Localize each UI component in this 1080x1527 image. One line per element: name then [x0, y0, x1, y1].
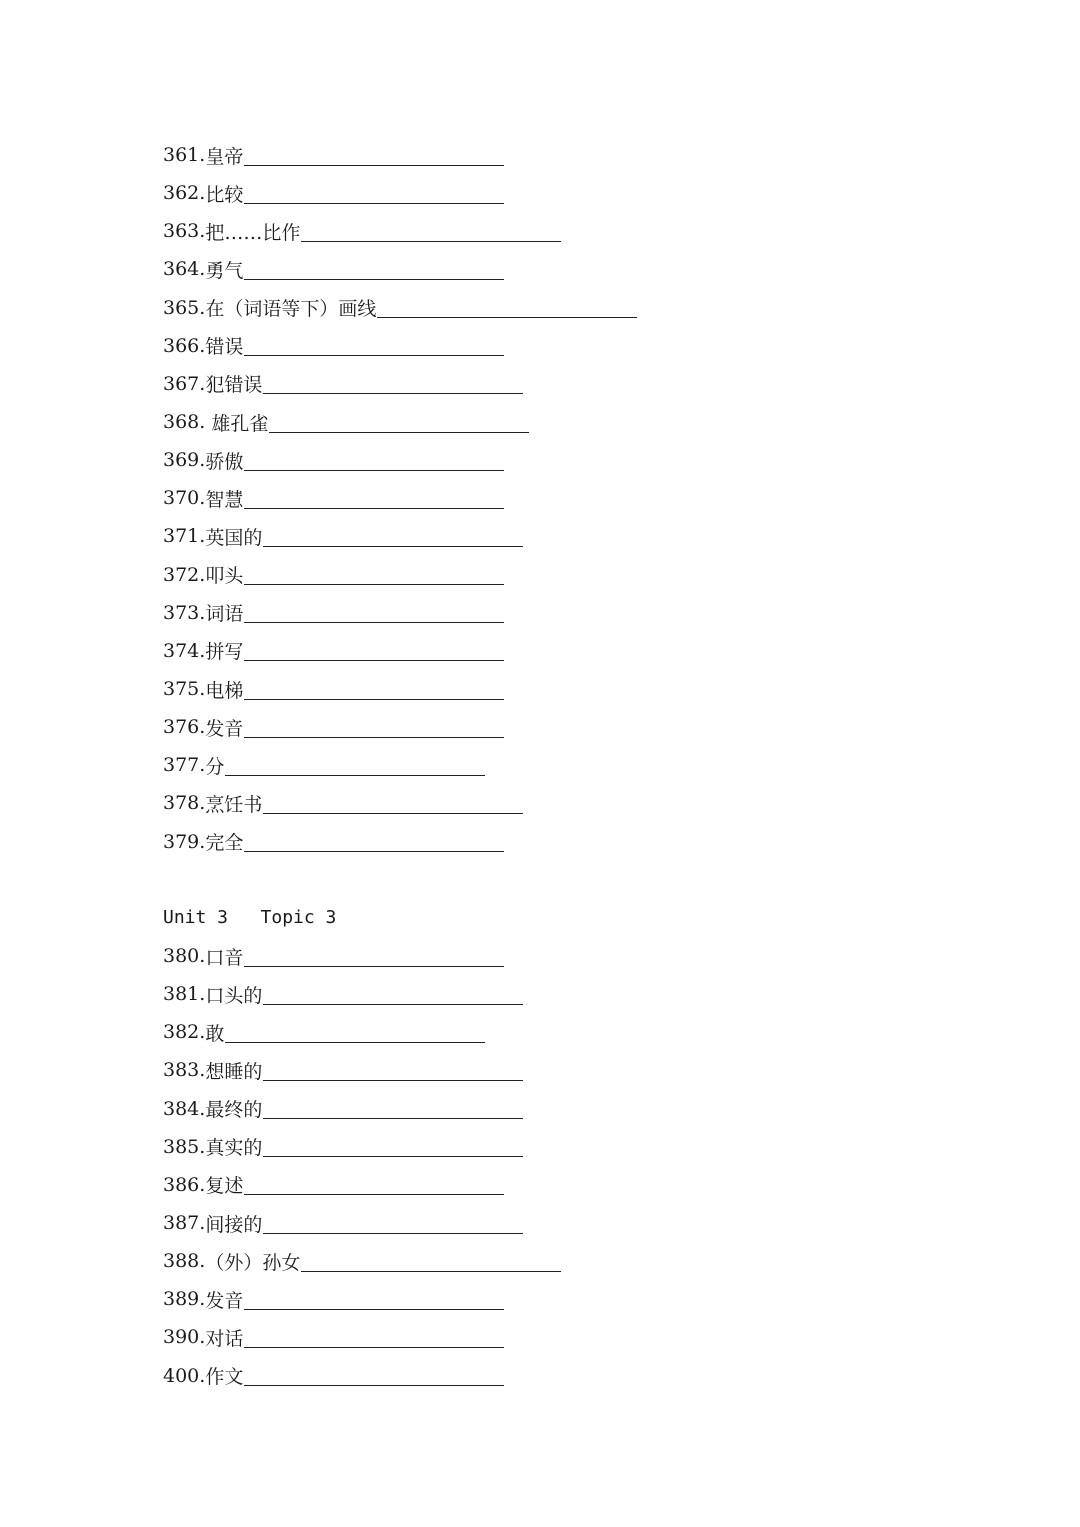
- item-word: 在（词语等下）画线: [205, 298, 377, 321]
- answer-blank[interactable]: [244, 677, 504, 700]
- item-word: （外）孙女: [205, 1251, 301, 1274]
- answer-blank[interactable]: [244, 181, 504, 204]
- list-item: [163, 1051, 637, 1089]
- answer-blank[interactable]: [225, 753, 485, 776]
- item-word: 发音: [205, 1289, 244, 1312]
- item-number: 374.: [163, 639, 206, 662]
- answer-blank[interactable]: [244, 1363, 504, 1386]
- item-word: 把……比作: [205, 221, 301, 244]
- item-number: 388.: [163, 1250, 206, 1273]
- list-item: [163, 594, 637, 632]
- item-word: 间接的: [205, 1213, 263, 1236]
- list-item: [163, 632, 637, 670]
- item-number: 380.: [163, 945, 206, 968]
- item-word: 分: [205, 755, 225, 778]
- list-item: [163, 784, 637, 822]
- list-item: [163, 174, 637, 212]
- item-number: 386.: [163, 1173, 206, 1196]
- item-number: 377.: [163, 754, 206, 777]
- item-word: 英国的: [205, 526, 263, 549]
- answer-blank[interactable]: [244, 1325, 504, 1348]
- item-number: 369.: [163, 449, 206, 472]
- answer-blank[interactable]: [244, 1172, 504, 1195]
- list-item: [163, 1357, 637, 1395]
- item-number: 372.: [163, 563, 206, 586]
- answer-blank[interactable]: [263, 524, 523, 547]
- answer-blank[interactable]: [244, 562, 504, 585]
- item-word: 词语: [205, 603, 244, 626]
- item-word: 烹饪书: [205, 793, 263, 816]
- answer-blank[interactable]: [263, 371, 523, 394]
- item-number: 376.: [163, 716, 206, 739]
- item-number: 389.: [163, 1288, 206, 1311]
- answer-blank[interactable]: [263, 1134, 523, 1157]
- item-number: 370.: [163, 487, 206, 510]
- list-item: [163, 212, 637, 250]
- item-number: 390.: [163, 1326, 206, 1349]
- item-word: 口头的: [205, 984, 263, 1007]
- list-item: [163, 1204, 637, 1242]
- item-word: 骄傲: [205, 450, 244, 473]
- answer-blank[interactable]: [244, 257, 504, 280]
- item-word: 作文: [205, 1366, 244, 1389]
- item-number: 363.: [163, 220, 206, 243]
- item-word: 发音: [205, 717, 244, 740]
- item-word: 电梯: [205, 679, 244, 702]
- answer-blank[interactable]: [263, 982, 523, 1005]
- item-word: 想睡的: [205, 1060, 263, 1083]
- item-number: 365.: [163, 296, 206, 319]
- answer-blank[interactable]: [244, 829, 504, 852]
- list-item: [163, 1242, 637, 1280]
- item-number: 385.: [163, 1135, 206, 1158]
- item-number: 368.: [163, 411, 206, 434]
- item-word: 复述: [205, 1175, 244, 1198]
- list-item: [163, 517, 637, 555]
- list-item: [163, 746, 637, 784]
- answer-blank[interactable]: [377, 295, 637, 318]
- item-number: 387.: [163, 1212, 206, 1234]
- list-item: [163, 327, 637, 365]
- item-number: 375.: [163, 678, 206, 701]
- item-number: 361.: [163, 144, 206, 167]
- answer-blank[interactable]: [225, 1020, 485, 1043]
- item-number: 367.: [163, 372, 206, 395]
- item-word: 错误: [205, 336, 244, 359]
- item-number: 384.: [163, 1097, 206, 1120]
- answer-blank[interactable]: [244, 1287, 504, 1310]
- item-word: 对话: [205, 1327, 244, 1350]
- vocabulary-list: [163, 136, 637, 1395]
- list-item: [163, 250, 637, 288]
- item-word: 最终的: [205, 1099, 263, 1122]
- item-word: 完全: [205, 832, 244, 855]
- item-word: 勇气: [205, 259, 244, 282]
- list-item: [163, 1128, 637, 1166]
- list-item: [163, 289, 637, 327]
- section-gap: [163, 861, 637, 899]
- item-number: 382.: [163, 1021, 206, 1044]
- item-word: 拼写: [205, 641, 244, 664]
- item-word: 雄孔雀: [205, 412, 269, 435]
- item-word: 叩头: [205, 565, 244, 588]
- item-number: 362.: [163, 182, 206, 205]
- list-item: [163, 708, 637, 746]
- list-item: [163, 823, 637, 861]
- list-item: [163, 136, 637, 174]
- answer-blank[interactable]: [269, 410, 529, 433]
- list-item: [163, 937, 637, 975]
- item-number: 400.: [163, 1364, 206, 1387]
- list-item: [163, 479, 637, 517]
- item-word: 口音: [205, 946, 244, 969]
- answer-blank[interactable]: [301, 219, 561, 242]
- answer-blank[interactable]: [244, 715, 504, 738]
- answer-blank[interactable]: [301, 1249, 561, 1272]
- list-item: [163, 1090, 637, 1128]
- list-item: [163, 365, 637, 403]
- list-item: [163, 556, 637, 594]
- item-number: 366.: [163, 334, 206, 357]
- item-number: 378.: [163, 792, 206, 815]
- item-number: 381.: [163, 983, 206, 1006]
- list-item: [163, 441, 637, 479]
- item-word: 犯错误: [205, 374, 263, 397]
- list-item: [163, 1318, 637, 1356]
- answer-blank[interactable]: [244, 143, 504, 166]
- item-word: 比较: [205, 183, 244, 206]
- answer-blank[interactable]: [244, 333, 504, 356]
- answer-blank[interactable]: [244, 944, 504, 967]
- item-number: 379.: [163, 830, 206, 853]
- list-item: [163, 670, 637, 708]
- item-word: 皇帝: [205, 145, 244, 168]
- item-number: 373.: [163, 601, 206, 624]
- answer-blank[interactable]: [263, 791, 523, 814]
- list-item: [163, 1166, 637, 1204]
- item-word: 敢: [205, 1022, 225, 1045]
- list-item: [163, 975, 637, 1013]
- item-word: 智慧: [205, 488, 244, 511]
- item-number: 383.: [163, 1059, 206, 1082]
- list-item: [163, 1280, 637, 1318]
- answer-blank[interactable]: [244, 448, 504, 471]
- section-heading: Unit 3 Topic 3: [163, 907, 337, 929]
- answer-blank[interactable]: [263, 1058, 523, 1081]
- answer-blank[interactable]: [263, 1211, 523, 1234]
- answer-blank[interactable]: [244, 600, 504, 623]
- item-number: 364.: [163, 258, 206, 281]
- item-word: 真实的: [205, 1137, 263, 1160]
- answer-blank[interactable]: [244, 638, 504, 661]
- list-item: [163, 403, 637, 441]
- list-item: [163, 1013, 637, 1051]
- answer-blank[interactable]: [263, 1096, 523, 1119]
- answer-blank[interactable]: [244, 486, 504, 509]
- item-number: 371.: [163, 525, 206, 548]
